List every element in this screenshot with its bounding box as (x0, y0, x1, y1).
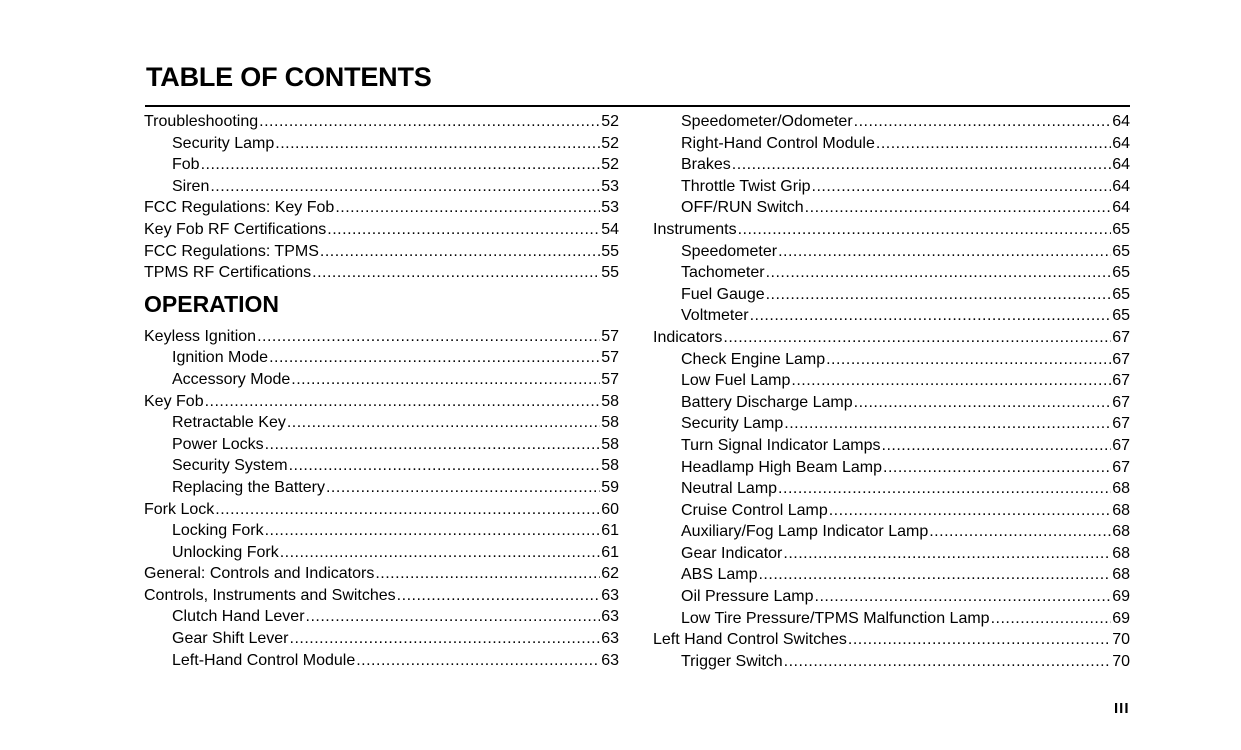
toc-entry-title: Key Fob RF Certifications (144, 220, 327, 238)
toc-entry-page: 68 (1112, 544, 1130, 562)
toc-subentry[interactable] (144, 412, 619, 434)
toc-entry-page: 64 (1112, 177, 1130, 195)
toc-subentry[interactable] (653, 262, 1130, 284)
toc-subentry[interactable] (653, 154, 1130, 176)
toc-entry-page: 55 (601, 242, 619, 260)
toc-entry-page: 54 (601, 220, 619, 238)
toc-entry-page: 52 (601, 156, 619, 174)
dot-leader (320, 241, 600, 263)
toc-entry-title: Speedometer/Odometer (681, 113, 853, 130)
toc-entry[interactable] (144, 111, 619, 133)
dot-leader (291, 369, 600, 391)
section-heading-operation: OPERATION (144, 290, 280, 317)
toc-subentry[interactable] (653, 284, 1130, 306)
toc-entry[interactable] (144, 197, 619, 219)
page-number: III (1114, 700, 1130, 717)
toc-entry-title: FCC Regulations: Key Fob (144, 199, 335, 217)
dot-leader (205, 391, 601, 413)
toc-entry-page: 58 (601, 435, 619, 453)
toc-subentry[interactable] (653, 413, 1130, 435)
toc-entry-title: Tachometer (681, 264, 765, 282)
page-title: TABLE OF CONTENTS (146, 62, 432, 92)
toc-entry-page: 58 (601, 392, 619, 410)
toc-entry-title: Speedometer (681, 242, 778, 260)
toc-entry-page: 61 (601, 522, 619, 540)
toc-entry-title: Instruments (653, 220, 737, 238)
toc-entry[interactable] (144, 585, 619, 607)
dot-leader (766, 284, 1112, 306)
dot-leader (812, 176, 1112, 198)
toc-subentry[interactable] (144, 477, 619, 499)
toc-entry-page: 64 (1112, 199, 1130, 217)
toc-entry-page: 63 (601, 630, 619, 648)
toc-entry-page: 62 (601, 565, 619, 583)
toc-entry[interactable] (144, 262, 619, 284)
toc-entry-title: Locking Fork (172, 522, 264, 540)
toc-entry-page: 70 (1112, 631, 1130, 649)
toc-entry-page: 67 (1112, 350, 1130, 368)
dot-leader (738, 219, 1112, 241)
toc-subentry[interactable] (653, 241, 1130, 263)
toc-entry-title: Troubleshooting (144, 113, 259, 130)
toc-entry-title: Fork Lock (144, 500, 215, 518)
toc-subentry[interactable] (144, 347, 619, 369)
toc-entry-page: 68 (1112, 501, 1130, 519)
dot-leader (259, 111, 600, 133)
dot-leader (783, 543, 1111, 565)
dot-leader (335, 197, 600, 219)
toc-entry-page: 67 (1112, 415, 1130, 433)
title-divider (145, 105, 1130, 107)
toc-entry-title: Trigger Switch (681, 652, 783, 670)
toc-entry-title: Neutral Lamp (681, 480, 778, 498)
toc-entry-page: 65 (1112, 220, 1130, 238)
toc-entry-title: Fuel Gauge (681, 285, 765, 303)
dot-leader (883, 457, 1111, 479)
toc-entry-title: Security Lamp (172, 134, 275, 152)
toc-entry-title: Accessory Mode (172, 370, 291, 388)
toc-entry-page: 64 (1112, 156, 1130, 174)
toc-entry-title: Retractable Key (172, 414, 286, 432)
toc-entry-page: 58 (601, 457, 619, 475)
toc-entry-title: Battery Discharge Lamp (681, 393, 853, 411)
dot-leader (778, 241, 1111, 263)
toc-entry-title: Gear Indicator (681, 544, 783, 562)
dot-leader (397, 585, 601, 607)
toc-subentry[interactable] (144, 133, 619, 155)
toc-subentry[interactable] (144, 369, 619, 391)
dot-leader (269, 347, 600, 369)
toc-subentry[interactable] (653, 651, 1130, 673)
dot-leader (778, 478, 1111, 500)
dot-leader (287, 412, 600, 434)
toc-entry-page: 53 (601, 199, 619, 217)
toc-entry-title: Throttle Twist Grip (681, 177, 811, 195)
toc-entry[interactable] (653, 219, 1130, 241)
toc-entry-page: 67 (1112, 372, 1130, 390)
toc-subentry[interactable] (653, 543, 1130, 565)
toc-entry-title: Left Hand Control Switches (653, 631, 847, 649)
toc-entry-page: 61 (601, 543, 619, 561)
toc-entry-page: 59 (601, 478, 619, 496)
toc-entry-title: Security System (172, 457, 288, 475)
dot-leader (758, 564, 1111, 586)
dot-leader (356, 650, 600, 672)
toc-subentry[interactable] (653, 197, 1130, 219)
toc-entry-page: 65 (1112, 242, 1130, 260)
toc-subentry[interactable] (653, 370, 1130, 392)
toc-left-column (144, 111, 619, 671)
toc-entry-title: Voltmeter (681, 307, 749, 325)
toc-subentry[interactable] (653, 305, 1130, 327)
dot-leader (766, 262, 1112, 284)
toc-subentry[interactable] (653, 521, 1130, 543)
toc-entry-title: General: Controls and Indicators (144, 565, 375, 583)
toc-entry-page: 67 (1112, 436, 1130, 454)
dot-leader (201, 154, 601, 176)
dot-leader (275, 133, 600, 155)
dot-leader (791, 370, 1111, 392)
toc-entry-title: Headlamp High Beam Lamp (681, 458, 882, 476)
toc-entry-page: 55 (601, 264, 619, 282)
toc-entry-title: Ignition Mode (172, 349, 269, 367)
toc-entry[interactable] (653, 629, 1130, 651)
dot-leader (854, 392, 1112, 414)
toc-entry-title: Check Engine Lamp (681, 350, 826, 368)
toc-subentry[interactable] (653, 111, 1130, 133)
toc-entry-page: 63 (601, 608, 619, 626)
toc-entry-page: 64 (1112, 134, 1130, 152)
toc-entry-page: 67 (1112, 393, 1130, 411)
dot-leader (312, 262, 600, 284)
toc-entry-title: Cruise Control Lamp (681, 501, 828, 519)
toc-entry-page: 67 (1112, 458, 1130, 476)
toc-entry-title: Key Fob (144, 392, 204, 410)
dot-leader (882, 435, 1112, 457)
toc-entry-title: Right-Hand Control Module (681, 134, 875, 152)
dot-leader (815, 586, 1112, 608)
toc-entry[interactable] (144, 241, 619, 263)
toc-entry-page: 63 (601, 586, 619, 604)
toc-entry-title: Keyless Ignition (144, 327, 257, 345)
dot-leader (210, 176, 600, 198)
toc-entry[interactable] (144, 391, 619, 413)
toc-entry-page: 69 (1112, 609, 1130, 627)
toc-entry-title: Siren (172, 177, 210, 195)
toc-entry[interactable] (144, 219, 619, 241)
toc-subentry[interactable] (144, 542, 619, 564)
toc-entry-title: Low Tire Pressure/TPMS Malfunction Lamp (681, 609, 990, 627)
dot-leader (876, 133, 1111, 155)
toc-subentry[interactable] (653, 608, 1130, 630)
toc-entry-title: Brakes (681, 156, 731, 174)
toc-subentry[interactable] (144, 628, 619, 650)
dot-leader (290, 628, 601, 650)
toc-entry[interactable] (144, 499, 619, 521)
toc-entry-title: Replacing the Battery (172, 478, 325, 496)
toc-subentry[interactable] (144, 434, 619, 456)
toc-subentry[interactable] (144, 154, 619, 176)
toc-entry-page: 58 (601, 414, 619, 432)
toc-subentry[interactable] (653, 435, 1130, 457)
toc-subentry[interactable] (653, 349, 1130, 371)
dot-leader (327, 219, 600, 241)
toc-entry-title: Low Fuel Lamp (681, 372, 791, 390)
toc-subentry[interactable] (653, 457, 1130, 479)
dot-leader (375, 563, 600, 585)
toc-entry-page: 63 (601, 651, 619, 669)
toc-entry-page: 60 (601, 500, 619, 518)
toc-entry-page: 52 (601, 134, 619, 152)
toc-entry-page: 70 (1112, 652, 1130, 670)
toc-entry-title: Fob (172, 156, 200, 174)
toc-entry-title: FCC Regulations: TPMS (144, 242, 319, 260)
toc-entry-page: 69 (1112, 588, 1130, 606)
dot-leader (805, 197, 1112, 219)
toc-subentry[interactable] (144, 606, 619, 628)
toc-subentry[interactable] (653, 478, 1130, 500)
toc-subentry[interactable] (653, 586, 1130, 608)
toc-entry-title: ABS Lamp (681, 566, 758, 584)
dot-leader (265, 520, 601, 542)
dot-leader (732, 154, 1111, 176)
toc-subentry[interactable] (653, 392, 1130, 414)
toc-subentry[interactable] (144, 176, 619, 198)
toc-entry-title: Power Locks (172, 435, 264, 453)
toc-subentry[interactable] (653, 500, 1130, 522)
toc-entry-page: 65 (1112, 285, 1130, 303)
toc-subentry[interactable] (144, 650, 619, 672)
dot-leader (829, 500, 1111, 522)
dot-leader (257, 326, 600, 348)
toc-entry-title: Indicators (653, 328, 723, 346)
dot-leader (784, 413, 1111, 435)
dot-leader (326, 477, 600, 499)
toc-entry-title: Security Lamp (681, 415, 784, 433)
toc-entry[interactable] (144, 326, 619, 348)
dot-leader (215, 499, 600, 521)
toc-entry-page: 68 (1112, 566, 1130, 584)
toc-entry-title: Turn Signal Indicator Lamps (681, 436, 881, 454)
dot-leader (991, 608, 1112, 630)
toc-entry-page: 65 (1112, 307, 1130, 325)
toc-right-column (653, 111, 1130, 672)
dot-leader (289, 455, 601, 477)
toc-entry-page: 53 (601, 177, 619, 195)
toc-entry-page: 65 (1112, 264, 1130, 282)
dot-leader (854, 111, 1112, 133)
toc-entry-page: 68 (1112, 480, 1130, 498)
toc-entry-page: 64 (1112, 113, 1130, 130)
dot-leader (265, 434, 601, 456)
dot-leader (784, 651, 1112, 673)
dot-leader (750, 305, 1112, 327)
toc-entry-page: 57 (601, 370, 619, 388)
toc-entry-title: Left-Hand Control Module (172, 651, 356, 669)
toc-entry-page: 67 (1112, 328, 1130, 346)
dot-leader (848, 629, 1111, 651)
toc-entry-title: Clutch Hand Lever (172, 608, 305, 626)
toc-entry-title: Controls, Instruments and Switches (144, 586, 396, 604)
dot-leader (723, 327, 1111, 349)
toc-subentry[interactable] (144, 455, 619, 477)
toc-entry[interactable] (144, 563, 619, 585)
toc-subentry[interactable] (144, 520, 619, 542)
toc-subentry[interactable] (653, 564, 1130, 586)
toc-entry-page: 57 (601, 349, 619, 367)
dot-leader (826, 349, 1111, 371)
toc-subentry[interactable] (653, 176, 1130, 198)
toc-entry-title: OFF/RUN Switch (681, 199, 804, 217)
toc-entry-title: Unlocking Fork (172, 543, 279, 561)
toc-entry-page: 52 (601, 113, 619, 130)
toc-entry[interactable] (653, 327, 1130, 349)
toc-entry-title: TPMS RF Certifications (144, 264, 312, 282)
dot-leader (306, 606, 601, 628)
dot-leader (280, 542, 601, 564)
toc-subentry[interactable] (653, 133, 1130, 155)
toc-entry-title: Auxiliary/Fog Lamp Indicator Lamp (681, 523, 929, 541)
toc-entry-page: 57 (601, 327, 619, 345)
dot-leader (929, 521, 1111, 543)
toc-entry-page: 68 (1112, 523, 1130, 541)
toc-entry-title: Gear Shift Lever (172, 630, 289, 648)
toc-entry-title: Oil Pressure Lamp (681, 588, 814, 606)
